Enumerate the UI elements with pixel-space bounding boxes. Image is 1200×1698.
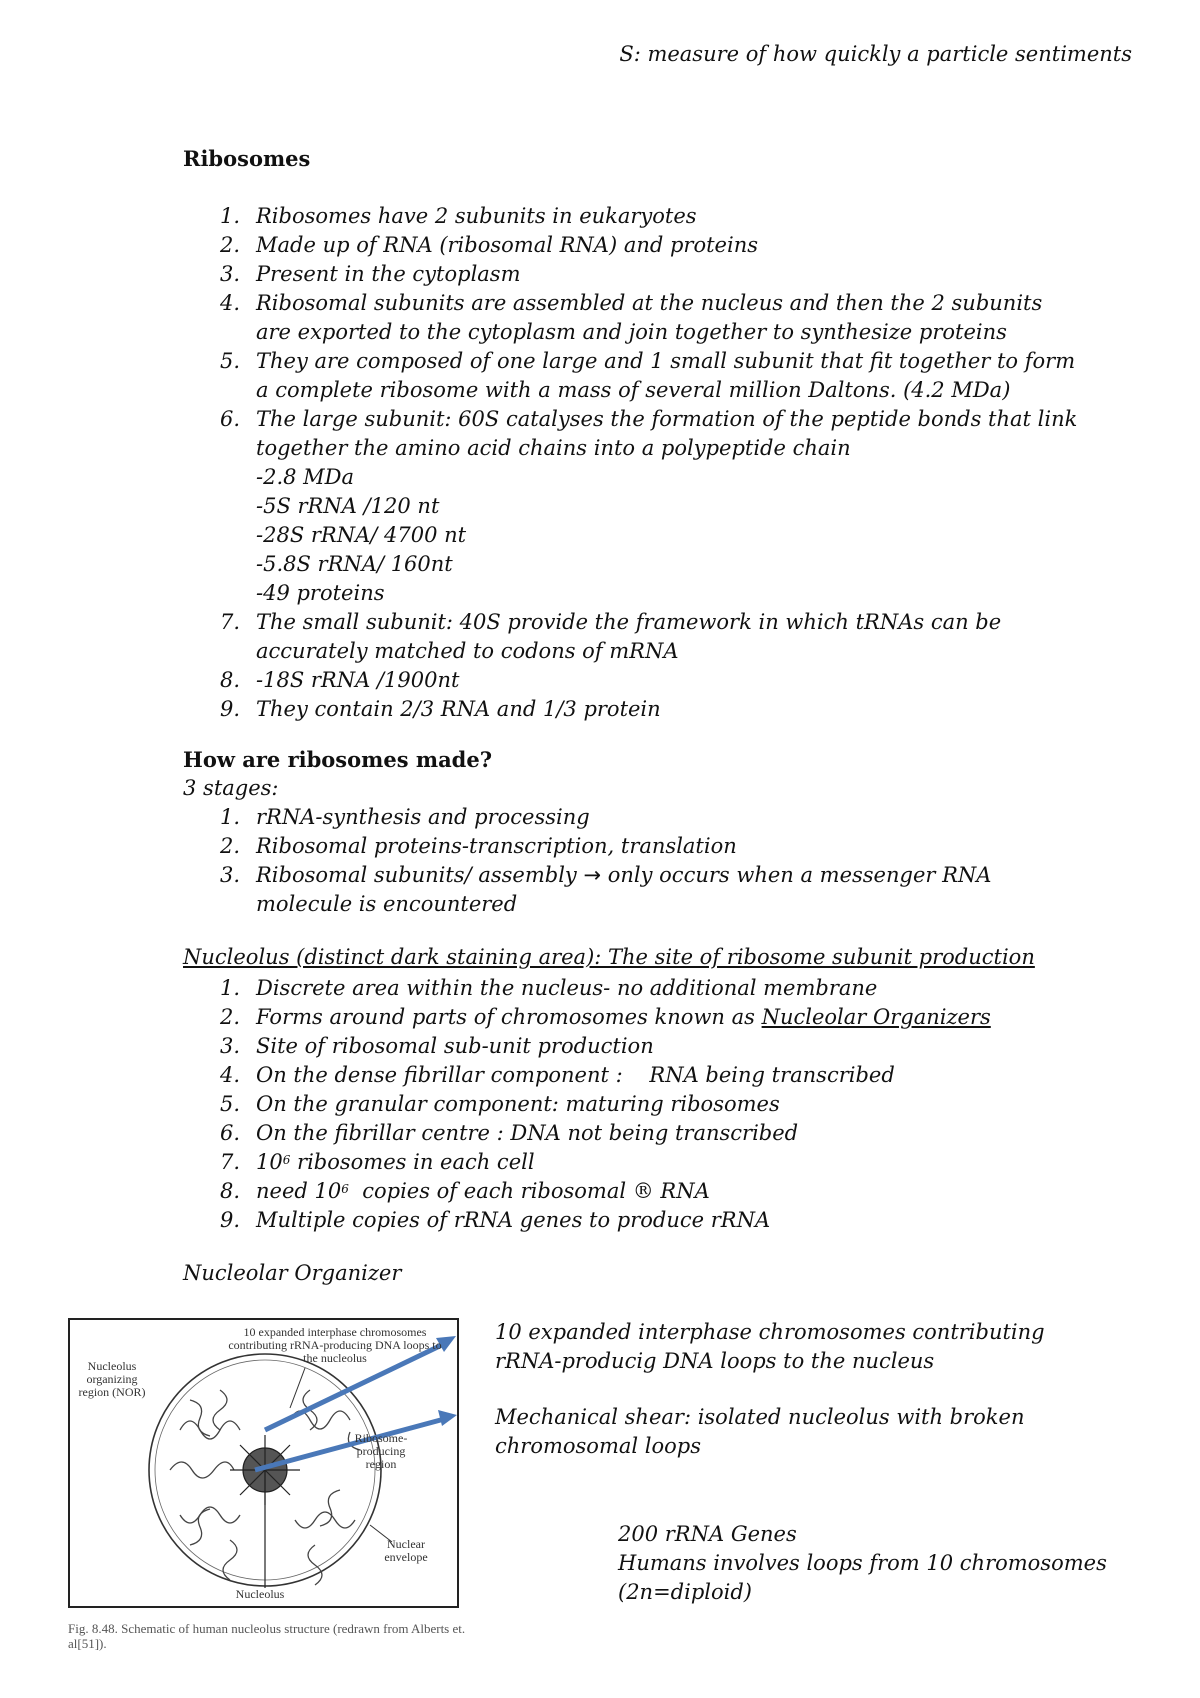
list-item: 2. Ribosomal proteins-transcription, translation — [220, 834, 737, 858]
list-item: 4. On the dense fibrillar component : RNA being transcribed — [220, 1063, 895, 1087]
figure-label-nucleolus: Nucleolus — [235, 1587, 285, 1601]
list-item: 2. Forms around parts of chromosomes known as Nucleolar Organizers — [220, 1005, 991, 1029]
nucleolus-heading: Nucleolus (distinct dark staining area): The site of ribosome subunit production — [183, 945, 1035, 969]
list-item: 1. Discrete area within the nucleus- no additional membrane — [220, 976, 878, 1000]
annotation-2: Mechanical shear: isolated nucleolus with broken chromosomal loops — [495, 1405, 1025, 1458]
list-item: 5. On the granular component: maturing ribosomes — [220, 1092, 780, 1116]
ribosomes-list — [183, 202, 1083, 724]
page-header: S: measure of how quickly a particle sentiments — [619, 42, 1132, 66]
list-item: 4. Ribosomal subunits are assembled at the nucleus and then the 2 subunits are exported to the cytoplasm and join together to synthesize proteins — [220, 291, 1043, 344]
figure-label-nor: Nucleolus organizing region (NOR) — [78, 1359, 146, 1399]
figure-label-top: 10 expanded interphase chromosomes contributing rRNA-producing DNA loops to the nucleolus — [228, 1325, 442, 1365]
list-item: 1. Ribosomes have 2 subunits in eukaryotes — [220, 204, 697, 228]
list-item: 6. On the fibrillar centre : DNA not being transcribed — [220, 1121, 799, 1145]
nucleolus-list — [183, 974, 1083, 1235]
figure-caption: Fig. 8.48. Schematic of human nucleolus structure (redrawn from Alberts et. al[51]). — [68, 1621, 466, 1651]
list-item: 9. Multiple copies of rRNA genes to produce rRNA — [220, 1208, 771, 1232]
list-item: 5. They are composed of one large and 1 small subunit that fit together to form a complete ribosome with a mass of several million Daltons. (4.2 MDa) — [220, 349, 1076, 402]
figure-label-envelope: Nuclear envelope — [384, 1537, 428, 1564]
list-item: 3. Present in the cytoplasm — [220, 262, 521, 286]
list-item: 2. Made up of RNA (ribosomal RNA) and proteins — [220, 233, 759, 257]
how-made-intro: 3 stages: — [183, 776, 279, 800]
nucleolus-figure — [68, 1318, 459, 1608]
list-item: 6. The large subunit: 60S catalyses the formation of the peptide bonds that link together the amino acid chains into a polypeptide chain -2.8 MDa -5S rRNA /120 nt -28S rRNA/ 4700 nt -5.8S rRNA/ 160nt -49 proteins — [220, 407, 1078, 605]
list-item: 3. Ribosomal subunits/ assembly → only occurs when a messenger RNA molecule is encountered — [220, 863, 992, 916]
how-made-list — [183, 803, 1083, 919]
list-item: 8. need $10^6$ copies of each ribosomal ® RNA — [220, 1179, 710, 1203]
list-item: 9. They contain 2/3 RNA and 1/3 protein — [220, 697, 661, 721]
list-item: 3. Site of ribosomal sub-unit production — [220, 1034, 654, 1058]
list-item: 1. rRNA-synthesis and processing — [220, 805, 590, 829]
ribosome-producing-region — [230, 1435, 300, 1588]
how-made-heading: How are ribosomes made? — [183, 747, 493, 772]
arrow-right-icon: → — [583, 863, 602, 887]
annotation-1: 10 expanded interphase chromosomes contributing rRNA-producig DNA loops to the nucleus — [495, 1320, 1045, 1373]
list-item: 7. The small subunit: 40S provide the framework in which tRNAs can be accurately matched to codons of mRNA — [220, 610, 1002, 663]
ribosomes-heading: Ribosomes — [183, 146, 311, 171]
figure-label-ribosome: Ribosome-producing region — [354, 1431, 408, 1471]
genes-notes: 200 rRNA Genes Humans involves loops from 10 chromosomes (2n=diploid) — [618, 1522, 1107, 1604]
list-item: 7. $10^6$ ribosomes in each cell — [220, 1150, 535, 1174]
organizer-heading: Nucleolar Organizer — [183, 1261, 402, 1285]
list-item: 8. -18S rRNA /1900nt — [220, 668, 460, 692]
